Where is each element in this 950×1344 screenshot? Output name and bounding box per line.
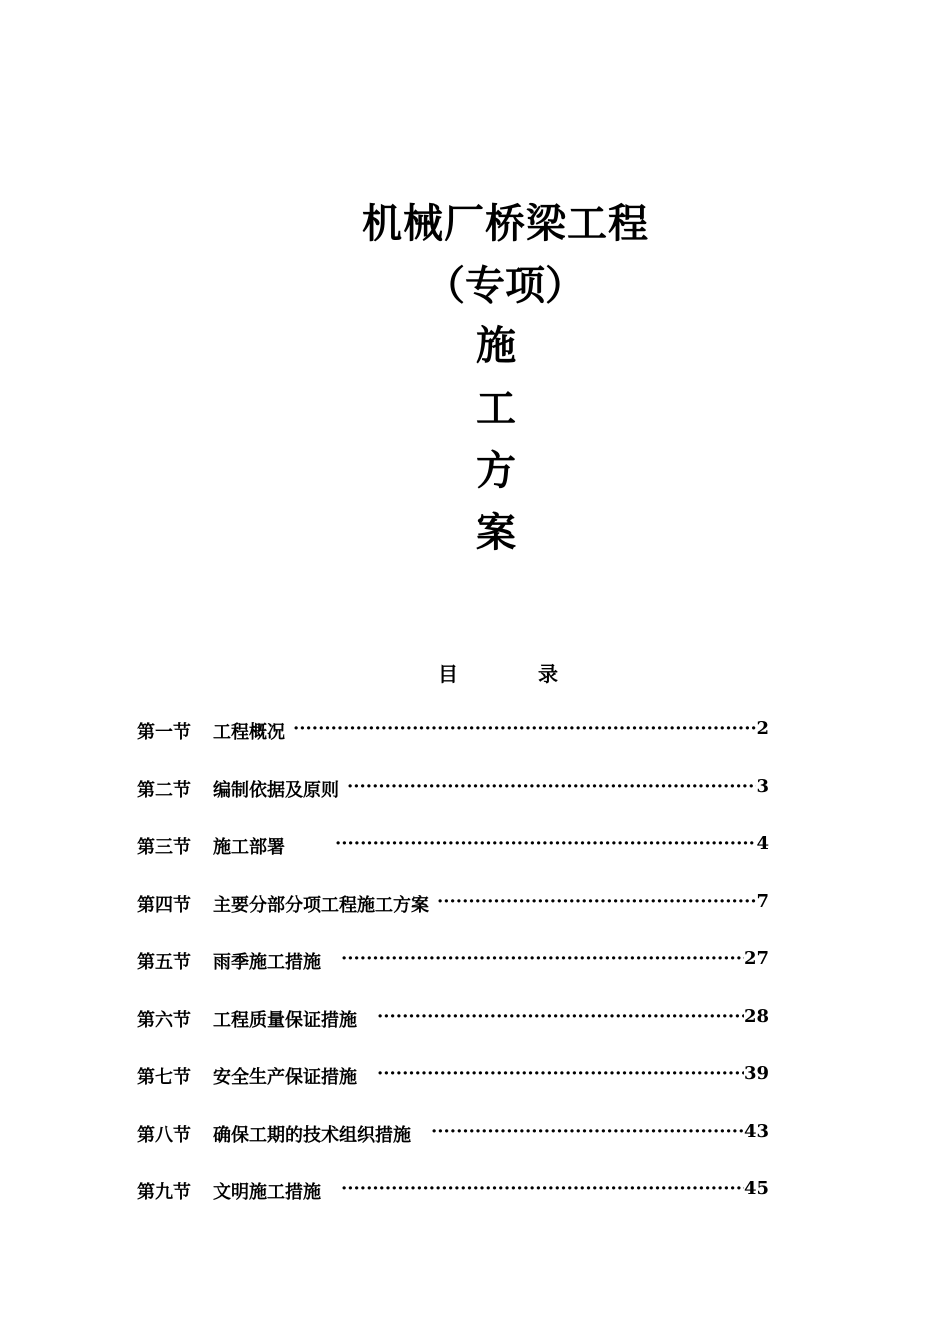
table-of-contents (137, 718, 769, 1236)
toc-heading (438, 658, 558, 687)
toc-entry[interactable] (137, 776, 769, 834)
toc-section-title: 编制依据及原则 (213, 779, 339, 801)
toc-page-number: 3 (756, 775, 769, 797)
toc-dot-leader (341, 1178, 744, 1199)
toc-dot-leader (377, 1063, 744, 1084)
toc-page-number: 27 (743, 948, 769, 969)
toc-section-title: 工程概况 (213, 722, 285, 743)
toc-section-title: 安全生产保证措施 (213, 1067, 357, 1088)
toc-section-number: 第一节 (137, 722, 191, 743)
toc-entry[interactable] (137, 1063, 769, 1121)
toc-heading-right: 录 (538, 662, 558, 686)
toc-dot-leader (437, 891, 756, 912)
toc-entry[interactable] (137, 718, 769, 776)
toc-dot-leader (347, 776, 756, 797)
toc-section-number: 第三节 (137, 837, 191, 858)
toc-section-title: 雨季施工措施 (213, 952, 321, 973)
document-subtitle: （专项） (425, 262, 585, 309)
title-char: 案 (476, 509, 516, 556)
title-char: 工 (476, 385, 516, 432)
toc-page-number: 45 (743, 1178, 769, 1199)
toc-section-number: 第六节 (137, 1009, 191, 1031)
toc-heading-left: 目 (438, 662, 458, 686)
toc-entry[interactable] (137, 948, 769, 1006)
toc-section-number: 第九节 (137, 1182, 191, 1203)
title-char: 方 (476, 447, 516, 494)
toc-section-title: 施工部署 (213, 837, 285, 858)
toc-entry[interactable] (137, 1178, 769, 1236)
title-char: 施 (476, 322, 516, 369)
toc-page-number: 43 (743, 1120, 769, 1142)
toc-dot-leader (293, 718, 756, 739)
document-title: 机械厂桥梁工程 (362, 200, 649, 247)
toc-dot-leader (431, 1121, 744, 1142)
toc-section-number: 第七节 (137, 1067, 191, 1088)
toc-entry[interactable] (137, 1121, 769, 1179)
toc-entry[interactable] (137, 891, 769, 949)
toc-section-title: 文明施工措施 (213, 1182, 321, 1203)
toc-page-number: 39 (743, 1063, 769, 1084)
toc-page-number: 28 (743, 1005, 769, 1027)
toc-section-title: 工程质量保证措施 (213, 1009, 357, 1031)
toc-page-number: 4 (756, 833, 769, 854)
toc-section-number: 第二节 (137, 779, 191, 801)
toc-page-number: 2 (756, 718, 769, 739)
toc-dot-leader (341, 948, 744, 969)
toc-entry[interactable] (137, 833, 769, 891)
toc-section-title: 确保工期的技术组织措施 (213, 1124, 411, 1146)
toc-page-number: 7 (756, 890, 769, 912)
toc-dot-leader (335, 833, 756, 854)
toc-section-number: 第五节 (137, 952, 191, 973)
toc-entry[interactable] (137, 1006, 769, 1064)
toc-dot-leader (377, 1006, 744, 1027)
toc-section-number: 第四节 (137, 894, 191, 916)
toc-section-number: 第八节 (137, 1124, 191, 1146)
toc-section-title: 主要分部分项工程施工方案 (213, 894, 429, 916)
